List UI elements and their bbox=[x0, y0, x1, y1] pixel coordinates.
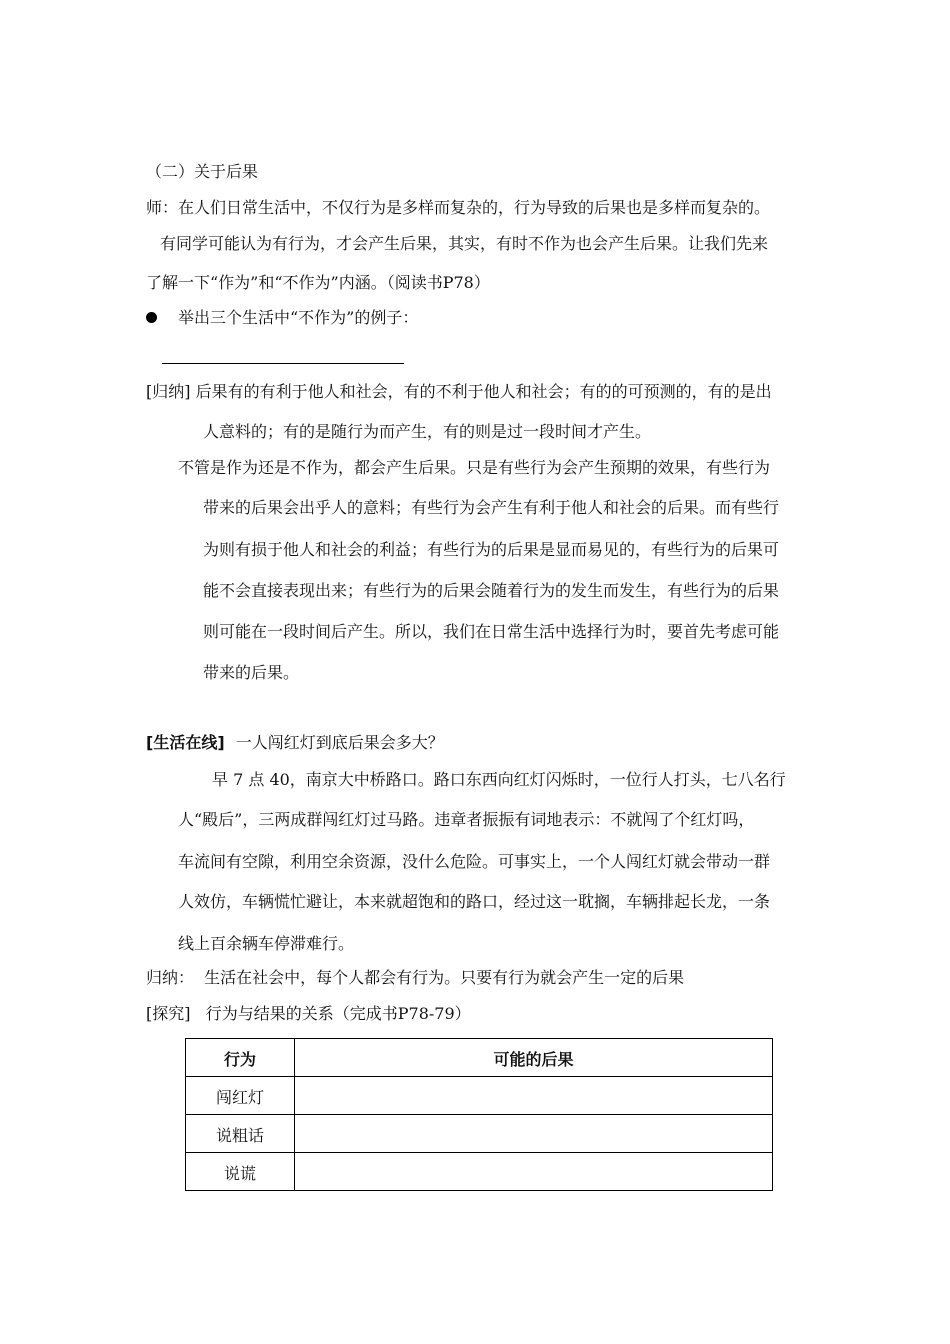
table-row bbox=[186, 1115, 773, 1153]
paragraph-line: 带来的后果。 bbox=[203, 663, 300, 682]
bullet-icon bbox=[146, 312, 157, 323]
bullet-text: 举出三个生活中“不作为”的例子： bbox=[178, 308, 419, 327]
answer-blank-line[interactable] bbox=[162, 363, 404, 364]
explore-line: [探究] 行为与结果的关系（完成书P78-79） bbox=[146, 1004, 471, 1023]
table-cell-action: 闯红灯 bbox=[186, 1077, 295, 1115]
table-cell-action: 说粗话 bbox=[186, 1115, 295, 1153]
table-cell-answer[interactable] bbox=[295, 1153, 773, 1191]
intro-line-2: 了解一下“作为”和“不作为”内涵。（阅读书P78） bbox=[146, 273, 490, 292]
paragraph-line: 能不会直接表现出来；有些行为的后果会随着行为的发生而发生，有些行为的后果 bbox=[203, 581, 780, 600]
intro-line-1: 有同学可能认为有行为，才会产生后果，其实，有时不作为也会产生后果。让我们先来 bbox=[160, 234, 769, 253]
table-header-consequence: 可能的后果 bbox=[295, 1039, 773, 1077]
table-header-row bbox=[186, 1039, 773, 1077]
paragraph-line: 不管是作为还是不作为，都会产生后果。只是有些行为会产生预期的效果，有些行为 bbox=[178, 458, 771, 477]
life-online-heading bbox=[146, 733, 444, 753]
summary-line-2: 人意料的；有的是随行为而产生，有的则是过一段时间才产生。 bbox=[203, 422, 652, 441]
paragraph-line: 则可能在一段时间后产生。所以，我们在日常生活中选择行为时，要首先考虑可能 bbox=[203, 622, 780, 641]
table-row bbox=[186, 1153, 773, 1191]
life-online-label: [生活在线] bbox=[146, 733, 225, 752]
story-line: 早 7 点 40，南京大中桥路口。路口东西向红灯闪烁时，一位行人打头，七八名行 bbox=[212, 770, 786, 789]
consequence-table bbox=[185, 1038, 773, 1191]
teacher-line: 师：在人们日常生活中，不仅行为是多样而复杂的，行为导致的后果也是多样而复杂的。 bbox=[146, 198, 771, 217]
summary-2: 归纳： 生活在社会中，每个人都会有行为。只要有行为就会产生一定的后果 bbox=[146, 968, 685, 987]
life-online-title: 一人闯红灯到底后果会多大？ bbox=[235, 733, 444, 752]
story-line: 人效仿，车辆慌忙避让，本来就超饱和的路口，经过这一耽搁，车辆排起长龙，一条 bbox=[178, 892, 771, 911]
paragraph-line: 为则有损于他人和社会的利益；有些行为的后果是显而易见的，有些行为的后果可 bbox=[203, 540, 780, 559]
story-line: 人“殿后”，三两成群闯红灯过马路。违章者振振有词地表示：不就闯了个红灯吗， bbox=[178, 810, 755, 829]
story-line: 线上百余辆车停滞难行。 bbox=[178, 934, 355, 953]
table-header-action: 行为 bbox=[186, 1039, 295, 1077]
section-title: （二）关于后果 bbox=[146, 162, 259, 181]
table-cell-action: 说谎 bbox=[186, 1153, 295, 1191]
table-cell-answer[interactable] bbox=[295, 1077, 773, 1115]
table-cell-answer[interactable] bbox=[295, 1115, 773, 1153]
table-row bbox=[186, 1077, 773, 1115]
summary-line-1: [归纳] 后果有的有利于他人和社会，有的不利于他人和社会；有的的可预测的，有的是出 bbox=[146, 382, 772, 401]
paragraph-line: 带来的后果会出乎人的意料；有些行为会产生有利于他人和社会的后果。而有些行 bbox=[203, 498, 780, 517]
story-line: 车流间有空隙，利用空余资源，没什么危险。可事实上，一个人闯红灯就会带动一群 bbox=[178, 852, 771, 871]
